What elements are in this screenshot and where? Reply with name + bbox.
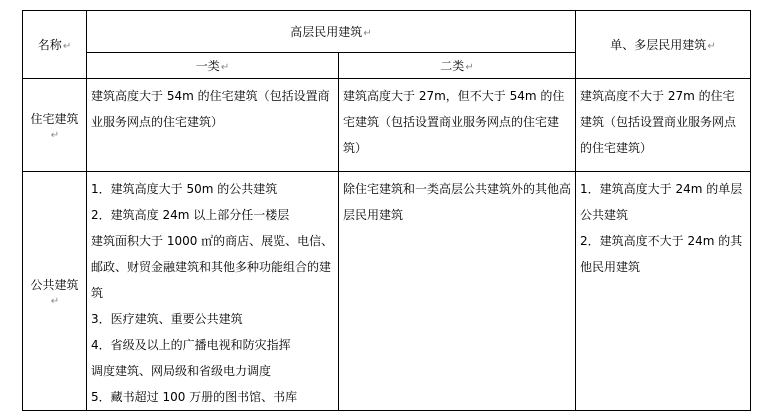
row-residential-name: 住宅建筑↵ <box>23 79 87 172</box>
public-a-item-2-cont: 建筑面积大于 1000 ㎡的商店、展览、电信、邮政、财贸金融建筑和其他多种功能组合的建筑 <box>91 234 334 300</box>
class-one-header: 一类↵ <box>87 53 339 79</box>
low-rise-header: 单、多层民用建筑↵ <box>576 11 751 79</box>
row-public-class-one <box>87 172 339 411</box>
row-public-low-rise <box>576 172 751 411</box>
public-a-item-2: 2．建筑高度 24m 以上部分任一楼层 <box>91 208 290 222</box>
corner-header: 名称↵ <box>23 11 87 79</box>
building-classification-table <box>22 10 751 411</box>
public-c-item-2: 2．建筑高度不大于 24m 的其他民用建筑 <box>580 234 743 274</box>
corner-label: 名称 <box>37 38 62 52</box>
class-two-label: 二类 <box>440 59 465 73</box>
row-public-class-two: 除住宅建筑和一类高层公共建筑外的其他高层民用建筑 <box>339 172 576 411</box>
row-residential-class-one: 建筑高度大于 54m 的住宅建筑（包括设置商业服务网点的住宅建筑） <box>87 79 339 172</box>
class-two-header: 二类↵ <box>339 53 576 79</box>
public-a-item-4: 4．省级及以上的广播电视和防灾指挥 <box>91 338 291 352</box>
high-rise-label: 高层民用建筑 <box>290 25 363 39</box>
public-a-item-5: 5．藏书超过 100 万册的图书馆、书库 <box>91 390 298 404</box>
class-one-label: 一类 <box>195 59 220 73</box>
row-residential-class-two: 建筑高度大于 27m，但不大于 54m 的住宅建筑（包括设置商业服务网点的住宅建筑） <box>339 79 576 172</box>
row-public-name: 公共建筑↵ <box>23 172 87 411</box>
low-rise-label: 单、多层民用建筑 <box>610 38 707 52</box>
row-residential-low-rise: 建筑高度不大于 27m 的住宅建筑（包括设置商业服务网点的住宅建筑） <box>576 79 751 172</box>
public-a-item-3: 3．医疗建筑、重要公共建筑 <box>91 312 243 326</box>
public-c-item-1: 1．建筑高度大于 24m 的单层公共建筑 <box>580 182 743 222</box>
public-a-item-1: 1．建筑高度大于 50m 的公共建筑 <box>91 182 278 196</box>
public-a-item-4-cont: 调度建筑、网局级和省级电力调度 <box>91 364 272 378</box>
high-rise-header: 高层民用建筑↵ <box>87 11 576 53</box>
